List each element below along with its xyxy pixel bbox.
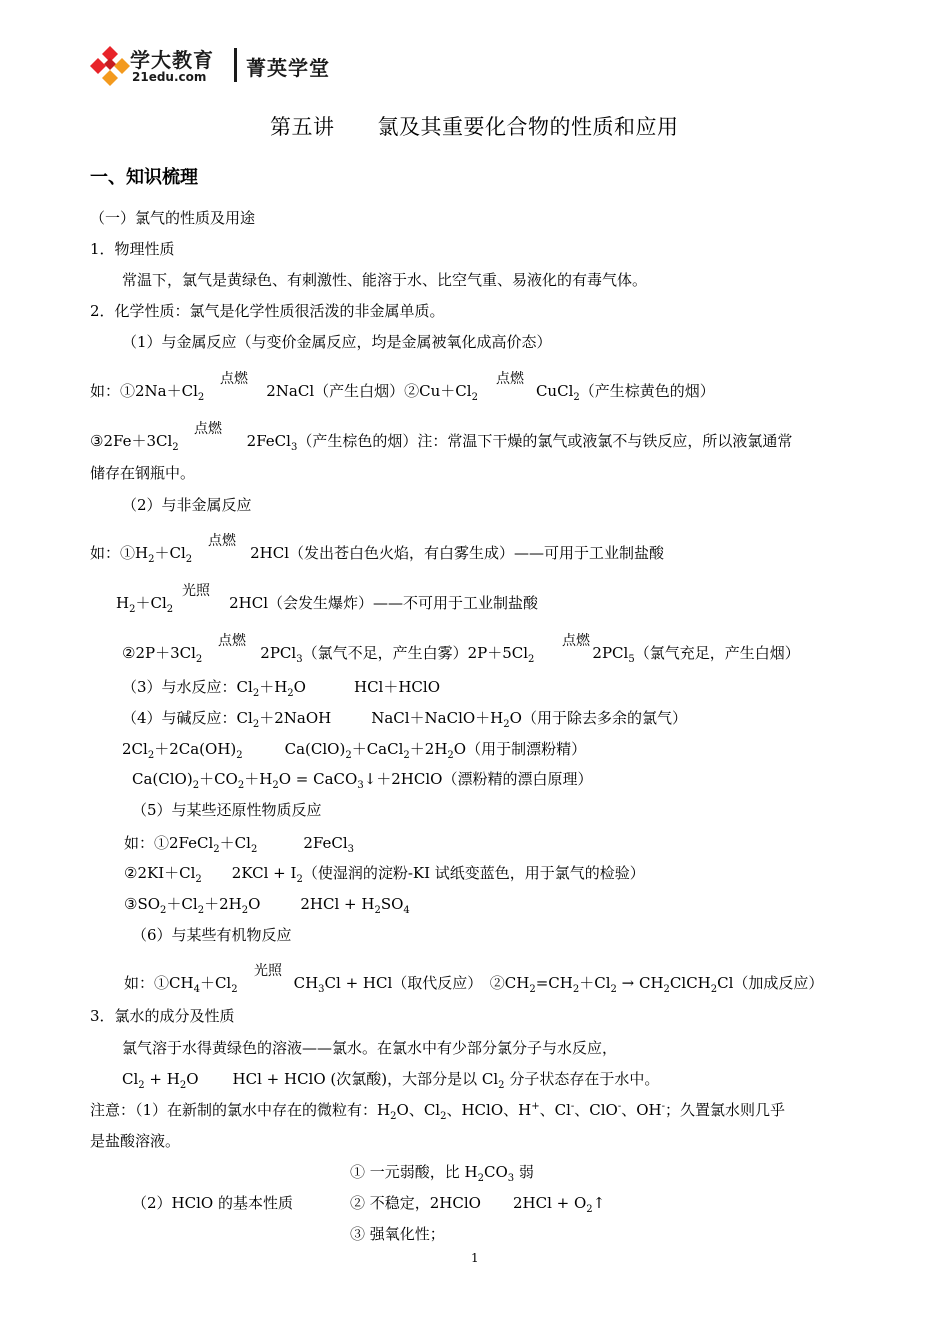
reaction-condition: 点燃 xyxy=(220,371,248,387)
text-line: （1）与金属反应（与变价金属反应，均是金属被氧化成高价态） xyxy=(122,333,552,351)
property-item: ① 一元弱酸，比 $H_2CO_3$ 弱 xyxy=(350,1163,534,1184)
reaction-condition: 点燃 xyxy=(562,633,590,649)
text-line: （6）与某些有机物反应 xyxy=(132,926,292,944)
equation-line: （3）与水反应：$Cl_2+H_2O$ HCl＋HClO xyxy=(122,678,440,699)
reaction-condition: 光照 xyxy=(182,583,210,599)
equation-line: $Ca(ClO)_2+CO_2+H_2O$ = CaCO$_3$↓＋2HClO（漂粉精的漂白原理） xyxy=(132,770,593,791)
section-heading: 一、知识梳理 xyxy=(90,167,198,188)
equation-line: $Cl_2 + H_2O$ HCl + HClO (次氯酸)，大部分是以 $Cl_2$ 分子状态存在于水中。 xyxy=(122,1070,660,1091)
logo-mark-icon xyxy=(88,44,132,90)
item-heading: 2．化学性质：氯气是化学性质很活泼的非金属单质。 xyxy=(90,302,445,320)
logo-brand: 菁英学堂 xyxy=(246,56,330,80)
equation-line: 如：$①2Na+Cl_2$ 2NaCl（产生白烟）$②Cu+Cl_2$ CuCl$_2$（产生棕黄色的烟） xyxy=(90,382,715,403)
text-line: 注意：（1）在新制的氯水中存在的微粒有：$H_2O$、$Cl_2$、HClO、H+、Cl-、ClO-、OH-；久置氯水则几乎 xyxy=(90,1101,786,1122)
equation-line: $2Cl_2+2Ca(OH)_2$ $Ca(ClO)_2+CaCl_2+2H_2O$（用于制漂粉精） xyxy=(122,740,587,761)
equation-line: $②2KI+Cl_2$ $2KCl + I_2$（使湿润的淀粉-KI 试纸变蓝色，用于氯气的检验） xyxy=(124,864,645,885)
text-line: 氯气溶于水得黄绿色的溶液——氯水。在氯水中有少部分氯分子与水反应， xyxy=(122,1039,618,1057)
reaction-condition: 点燃 xyxy=(218,633,246,649)
lecture-title: 第五讲 氯及其重要化合物的性质和应用 xyxy=(270,115,679,139)
equation-line: $H_2+Cl_2$ 2HCl（会发生爆炸）——不可用于工业制盐酸 xyxy=(116,594,539,615)
text-line: 是盐酸溶液。 xyxy=(90,1132,181,1150)
reaction-condition: 点燃 xyxy=(194,421,222,437)
reaction-condition: 光照 xyxy=(254,963,282,979)
property-item: ② 不稳定，2HClO $2HCl + O_2↑$ xyxy=(350,1194,606,1215)
text-line: 常温下，氯气是黄绿色、有刺激性、能溶于水、比空气重、易液化的有毒气体。 xyxy=(122,271,648,289)
item-heading: 1．物理性质 xyxy=(90,240,175,258)
equation-line: $③2Fe+3Cl_2$ 2FeCl$_3$（产生棕色的烟）注：常温下干燥的氯气或液氯不与铁反应，所以液氯通常 xyxy=(90,432,793,453)
logo-divider xyxy=(234,48,237,82)
logo-chinese-name: 学大教育 xyxy=(130,48,214,72)
page-number: 1 xyxy=(471,1251,479,1265)
text-line: （2）HClO 的基本性质 xyxy=(132,1194,293,1212)
logo-domain: 21edu.com xyxy=(132,70,207,84)
subsection-heading: （一）氯气的性质及用途 xyxy=(90,209,256,227)
reaction-condition: 点燃 xyxy=(208,533,236,549)
equation-line: （4）与碱反应：$Cl_2+2NaOH$ $NaCl+NaClO+H_2O$（用于除去多余的氯气） xyxy=(122,709,687,730)
property-item: ③ 强氧化性； xyxy=(350,1225,445,1243)
equation-line: 如：$①2FeCl_2+Cl_2$ 2FeCl$_3$ xyxy=(124,834,354,855)
text-line: （5）与某些还原性物质反应 xyxy=(132,801,322,819)
item-heading: 3．氯水的成分及性质 xyxy=(90,1007,235,1025)
text-line: （2）与非金属反应 xyxy=(122,496,252,514)
equation-line: $③SO_2+Cl_2+2H_2O$ $2HCl + H_2SO_4$ xyxy=(124,895,410,916)
reaction-condition: 点燃 xyxy=(496,371,524,387)
company-logo xyxy=(88,42,358,92)
equation-line: $②2P+3Cl_2$ 2PCl$_3$（氯气不足，产生白雾）$2P+5Cl_2$ 2PCl$_5$（氯气充足，产生白烟） xyxy=(122,644,800,665)
equation-line: 如：$①H_2+Cl_2$ 2HCl（发出苍白色火焰，有白雾生成）——可用于工业制盐酸 xyxy=(90,544,665,565)
text-line: 储存在钢瓶中。 xyxy=(90,464,196,482)
equation-line: 如：$①CH_4+Cl_2$ $CH_3Cl + HCl$（取代反应） $②CH_2=CH_2+Cl_2$ → $CH_2ClCH_2Cl$（加成反应） xyxy=(124,974,824,995)
